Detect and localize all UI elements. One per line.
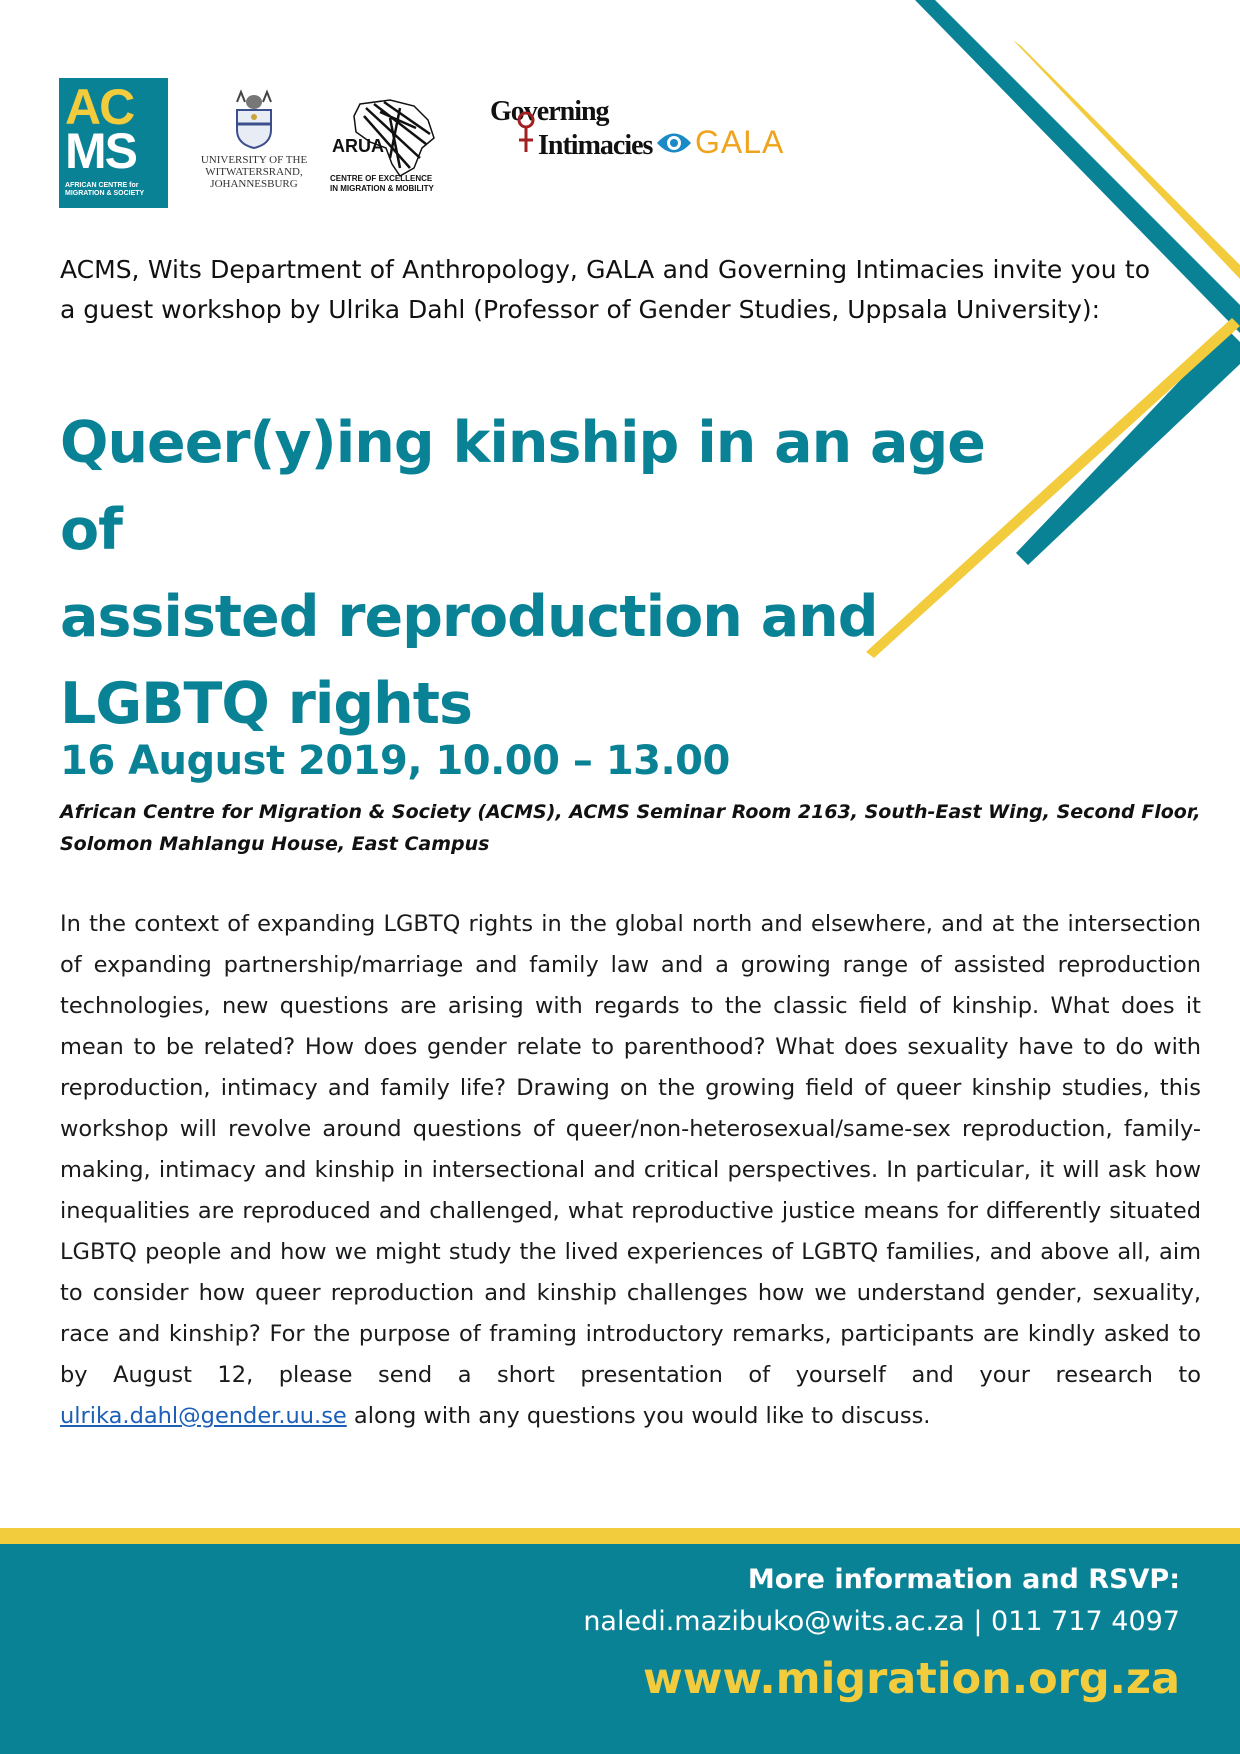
- gala-logo-name: GALA: [695, 124, 785, 160]
- description-text-end: along with any questions you would like to discuss.: [353, 1403, 931, 1429]
- yellow-diagonal-line-upper: [1013, 40, 1240, 279]
- description-text: In the context of expanding LGBTQ rights in the global north and elsewhere, and at the intersection of expanding partnership/marriage and family law and a growing range of assisted reproduction technologies, new questions are arising with regards to the classic field of kinship. What does it mean to be related? How does gender relate to parenthood? What does sexuality have to do with reproduction, intimacy and family life? Drawing on the growing field of queer kinship studies, this workshop will revolve around questions of queer/non-heterosexual/same-sex reproduction, family-making, intimacy and kinship in intersectional and critical perspectives. In particular, it will ask how inequalities are reproduced and challenged, what reproductive justice means for differently situated LGBTQ people and how we might study the lived experiences of LGBTQ families, and above all, aim to consider how queer reproduction and kinship challenges how we understand gender, sexuality, race and kinship? For the purpose of framing introductory remarks, participants are kindly asked to by August 12, please send a short presentation of yourself and your research to: [60, 911, 1201, 1388]
- wits-logo-line2: WITWATERSRAND,: [205, 166, 303, 178]
- website-link[interactable]: www.migration.org.za: [643, 1654, 1180, 1704]
- rsvp-heading: More information and RSVP:: [747, 1564, 1180, 1595]
- event-venue: African Centre for Migration & Society (ACMS), ACMS Seminar Room 2163, South-East Wing, Second Floor, Solomon Mahlangu House, East Campus: [60, 801, 1201, 855]
- event-title-line3: LGBTQ rights: [60, 671, 472, 737]
- arua-logo-subtitle: [330, 174, 434, 194]
- event-date: 16 August 2019, 10.00 – 13.00: [60, 738, 730, 784]
- wits-crest-icon: [231, 88, 277, 150]
- arua-logo: [330, 98, 442, 198]
- wits-logo: [188, 88, 320, 200]
- acms-logo: [59, 78, 168, 208]
- contact-email-link[interactable]: ulrika.dahl@gender.uu.se: [60, 1403, 347, 1429]
- wits-logo-line3: JOHANNESBURG: [210, 178, 298, 190]
- event-title-line2: assisted reproduction and: [60, 584, 878, 650]
- rsvp-contact: naledi.mazibuko@wits.ac.za | 011 717 4097: [583, 1606, 1180, 1637]
- venus-symbol-icon: [516, 110, 536, 154]
- arua-logo-subtitle-line2: IN MIGRATION & MOBILITY: [330, 184, 434, 193]
- acms-logo-line1: AC: [65, 79, 134, 135]
- gala-logo: [655, 122, 785, 166]
- event-description: [60, 904, 1201, 1437]
- arua-logo-subtitle-line1: CENTRE OF EXCELLENCE: [330, 174, 433, 183]
- teal-diagonal-line-lower: [1016, 330, 1240, 565]
- governing-intimacies-logo-line1: Governing: [490, 96, 609, 127]
- invitation-text: ACMS, Wits Department of Anthropology, GALA and Governing Intimacies invite you to a guest workshop by Ulrika Dahl (Professor of Gender Studies, Uppsala University):: [60, 255, 1150, 324]
- gala-eye-icon: [655, 128, 693, 158]
- footer: [0, 1544, 1240, 1754]
- acms-logo-subtitle: AFRICAN CENTRE for MIGRATION & SOCIETY: [65, 182, 145, 197]
- arua-logo-name: ARUA: [332, 136, 384, 156]
- event-title: [60, 400, 1040, 748]
- governing-intimacies-logo: [490, 96, 653, 176]
- footer-yellow-stripe: [0, 1528, 1240, 1544]
- acms-logo-line2: MS: [65, 123, 136, 179]
- wits-logo-line1: UNIVERSITY OF THE: [200, 154, 308, 166]
- event-title-line1: Queer(y)ing kinship in an age of: [60, 410, 985, 563]
- governing-intimacies-logo-line2: Intimacies: [538, 130, 653, 161]
